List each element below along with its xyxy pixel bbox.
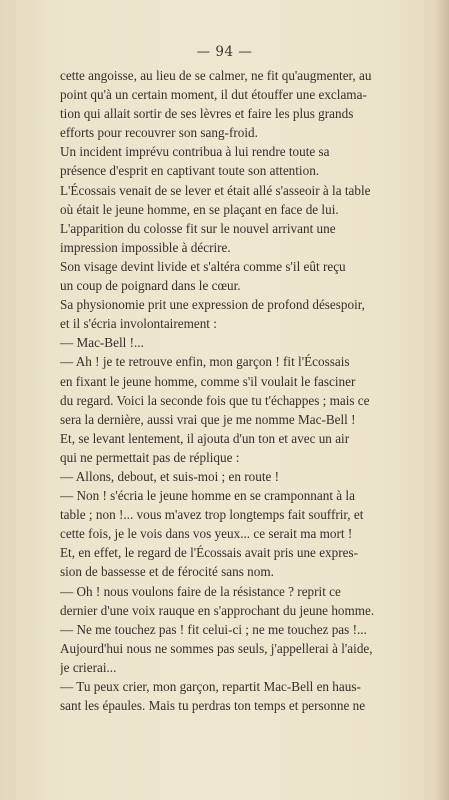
text-line: sion de bassesse et de férocité sans nom. xyxy=(60,564,274,580)
text-line: — Tu peux crier, mon garçon, repartit Mac-Bell en haus- xyxy=(60,679,361,694)
text-line: du regard. Voici la seconde fois que tu t'échappes ; mais ce xyxy=(60,392,370,408)
text-line: — Non ! s'écria le jeune homme en se cramponnant à la xyxy=(60,488,355,504)
text-line: où était le jeune homme, en se plaçant en face de lui. xyxy=(60,201,339,217)
text-line: Son visage devint livide et s'altéra comme s'il eût reçu xyxy=(60,258,346,274)
page-edge-shadow xyxy=(435,0,449,800)
text-line: — Ne me touchez pas ! fit celui-ci ; ne me touchez pas !... xyxy=(60,621,367,637)
text-line: L'Écossais venait de se lever et était allé s'asseoir à la table xyxy=(60,182,371,198)
text-line: Un incident imprévu contribua à lui rendre toute sa xyxy=(60,144,330,160)
text-line: cette fois, je le vois dans vos yeux... ce serait ma mort ! xyxy=(60,526,353,542)
text-line: — Mac-Bell !... xyxy=(60,335,144,351)
text-line: Et, en effet, le regard de l'Écossais avait pris une expres- xyxy=(60,545,358,561)
text-line: Et, se levant lentement, il ajouta d'un ton et avec un air xyxy=(60,430,350,446)
text-line: sant les épaules. Mais tu perdras ton temps et personne ne xyxy=(60,698,366,714)
text-line: point qu'à un certain moment, il dut étouffer une exclama- xyxy=(60,87,367,103)
text-line: présence d'esprit en captivant toute son attention. xyxy=(60,163,320,179)
text-line: un coup de poignard dans le cœur. xyxy=(60,278,241,294)
text-line: — Allons, debout, et suis-moi ; en route ! xyxy=(60,468,280,484)
text-line: impression impossible à décrire. xyxy=(60,239,231,255)
text-line: et il s'écria involontairement : xyxy=(60,316,217,332)
text-line: — Oh ! nous voulons faire de la résistance ? reprit ce xyxy=(60,583,341,599)
text-line: cette angoisse, au lieu de se calmer, ne fit qu'augmenter, au xyxy=(60,68,372,83)
body-text xyxy=(60,66,426,715)
text-line: dernier d'une voix rauque en s'approchant du jeune homme. xyxy=(60,602,375,618)
text-line: efforts pour recouvrer son sang-froid. xyxy=(60,125,258,141)
text-line: tion qui allait sortir de ses lèvres et faire les plus grands xyxy=(60,106,354,122)
text-line: — Ah ! je te retrouve enfin, mon garçon ! fit l'Écossais xyxy=(60,354,350,370)
text-line: en fixant le jeune homme, comme s'il voulait le fasciner xyxy=(60,373,356,389)
page-number: — 94 — xyxy=(196,44,253,60)
text-line: je crierai... xyxy=(60,659,117,675)
text-line: Aujourd'hui nous ne sommes pas seuls, j'appellerai à l'aide, xyxy=(60,640,373,656)
text-line: Sa physionomie prit une expression de profond désespoir, xyxy=(60,297,365,313)
text-line: qui ne permettait pas de réplique : xyxy=(60,449,240,465)
text-line: table ; non !... vous m'avez trop longtemps fait souffrir, et xyxy=(60,507,364,523)
text-line: L'apparition du colosse fit sur le nouvel arrivant une xyxy=(60,220,336,236)
text-line: sera la dernière, aussi vrai que je me nomme Mac-Bell ! xyxy=(60,411,356,427)
